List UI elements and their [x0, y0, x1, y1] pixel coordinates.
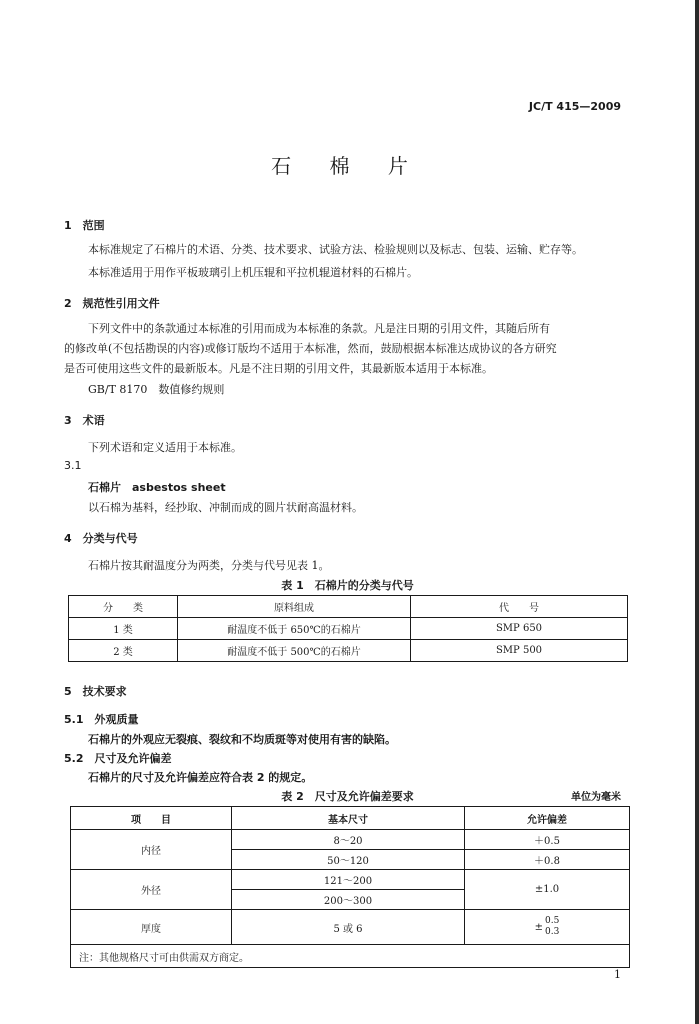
term-definition: 以石棉为基料，经抄取、冲制而成的圆片状耐高温材料。: [88, 501, 363, 514]
cell-code: SMP 500: [411, 640, 628, 662]
table-row: [71, 910, 630, 945]
header-class: 分 类: [69, 596, 178, 618]
cell-size: 8～20: [232, 830, 465, 850]
section-5-1-text: 石棉片的外观应无裂痕、裂纹和不均质斑等对使用有害的缺陷。: [88, 733, 396, 746]
section-2-heading: 2 规范性引用文件: [64, 297, 160, 310]
section-2-line-2: 的修改单(不包括勘误的内容)或修订版均不适用于本标准，然而，鼓励根据本标准达成协议的各方研究: [64, 342, 557, 355]
table-2-title: 表 2 尺寸及允许偏差要求: [281, 790, 414, 803]
section-4-heading: 4 分类与代号: [64, 532, 138, 545]
section-1-para-2: 本标准适用于用作平板玻璃引上机压辊和平拉机辊道材料的石棉片。: [88, 266, 418, 279]
cell-composition: 耐温度不低于 500℃的石棉片: [178, 640, 411, 662]
cell-tolerance-thickness: [465, 910, 630, 945]
header-composition: 原料组成: [178, 596, 411, 618]
table-header-row: [69, 596, 628, 618]
classification-table: [68, 595, 628, 662]
cell-outer-diameter: 外径: [71, 870, 232, 910]
tolerance-plus-minus: [535, 916, 560, 938]
document-title: 石 棉 片: [271, 154, 424, 178]
section-5-1-heading: 5.1 外观质量: [64, 713, 139, 726]
tolerance-stack: [545, 916, 559, 938]
table-1-title: 表 1 石棉片的分类与代号: [281, 579, 414, 592]
page-number: 1: [614, 968, 621, 981]
header-code: 代 号: [411, 596, 628, 618]
cell-size: 121～200: [232, 870, 465, 890]
header-tolerance: 允许偏差: [465, 807, 630, 830]
header-basic-size: 基本尺寸: [232, 807, 465, 830]
scan-edge: [695, 0, 699, 1024]
table-header-row: [71, 807, 630, 830]
section-3-para: 下列术语和定义适用于本标准。: [88, 441, 242, 454]
cell-class: 2 类: [69, 640, 178, 662]
cell-tolerance: ＋0.8: [465, 850, 630, 870]
unit-label: 单位为毫米: [571, 792, 621, 803]
table-row: [69, 618, 628, 640]
section-2-reference: GB/T 8170 数值修约规则: [88, 383, 225, 396]
section-4-para: 石棉片按其耐温度分为两类，分类与代号见表 1。: [88, 559, 330, 572]
section-1-heading: 1 范围: [64, 219, 105, 232]
standard-number: JC/T 415—2009: [528, 100, 621, 113]
table-row: [71, 830, 630, 850]
cell-code: SMP 650: [411, 618, 628, 640]
cell-size: 50～120: [232, 850, 465, 870]
table-note: 注：其他规格尺寸可由供需双方商定。: [71, 945, 630, 968]
term-asbestos-sheet: 石棉片 asbestos sheet: [88, 481, 226, 494]
plus-minus-sign: ±: [534, 921, 544, 933]
table-row: [69, 640, 628, 662]
cell-size: 5 或 6: [232, 910, 465, 945]
cell-size: 200～300: [232, 890, 465, 910]
section-5-2-text: 石棉片的尺寸及允许偏差应符合表 2 的规定。: [88, 771, 313, 784]
cell-tolerance: ±1.0: [465, 870, 630, 910]
section-1-para-1: 本标准规定了石棉片的术语、分类、技术要求、试验方法、检验规则以及标志、包装、运输、贮存等。: [88, 243, 583, 256]
table-row: [71, 870, 630, 890]
cell-class: 1 类: [69, 618, 178, 640]
section-2-line-1: 下列文件中的条款通过本标准的引用而成为本标准的条款。凡是注日期的引用文件，其随后所有: [88, 322, 550, 335]
dimension-table: [70, 806, 630, 968]
cell-tolerance: ＋0.5: [465, 830, 630, 850]
cell-composition: 耐温度不低于 650℃的石棉片: [178, 618, 411, 640]
tolerance-lower: 0.3: [545, 927, 560, 937]
section-5-heading: 5 技术要求: [64, 685, 127, 698]
header-item: 项 目: [71, 807, 232, 830]
cell-thickness: 厚度: [71, 910, 232, 945]
table-note-row: [71, 945, 630, 968]
section-3-heading: 3 术语: [64, 414, 105, 427]
section-5-2-heading: 5.2 尺寸及允许偏差: [64, 752, 172, 765]
cell-inner-diameter: 内径: [71, 830, 232, 870]
subsection-3-1: 3.1: [64, 459, 82, 472]
tolerance-upper: 0.5: [545, 916, 560, 926]
section-2-line-3: 是否可使用这些文件的最新版本。凡是不注日期的引用文件，其最新版本适用于本标准。: [64, 362, 493, 375]
